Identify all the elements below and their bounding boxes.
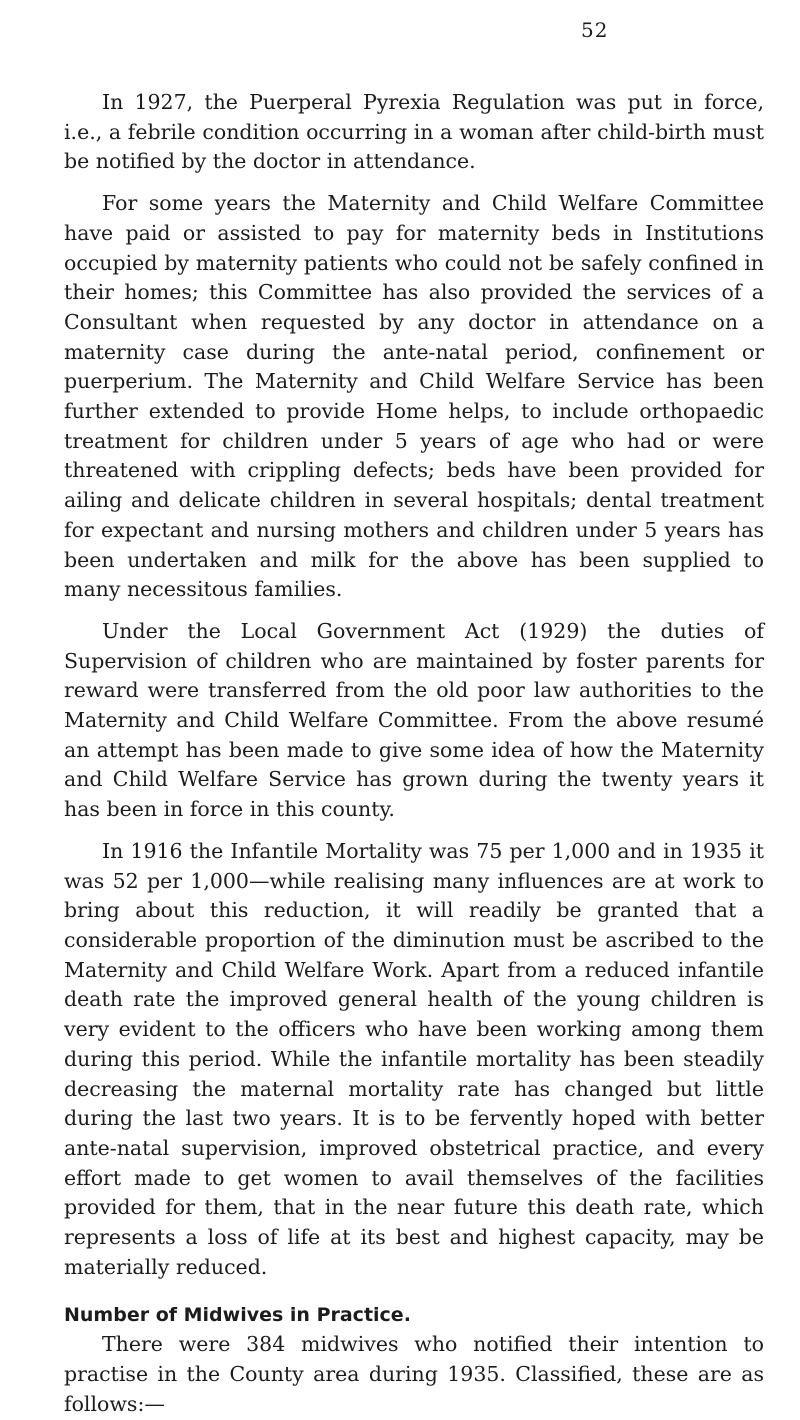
paragraph-puerperal-pyrexia: In 1927, the Puerperal Pyrexia Regulation was put in force, i.e., a febrile condition occurring in a woman after child-birth must be notified by the doctor in attendance. [64, 90, 764, 174]
paragraph-infantile-mortality: In 1916 the Infantile Mortality was 75 per 1,000 and in 1935 it was 52 per 1,000—while realising many influences are at work to bring about this reduction, it will readily be granted that a considerable proportion of the diminution must be ascribed to the Maternity and Child Welfare Work. Apart from a reduced infantile death rate the improved general health of the young children is very evident to the officers who have been working among them during this period. While the infantile mortality has been steadily decreasing the maternal mortality rate has changed but little during the last two years. It is to be fervently hoped with better ante-natal supervision, improved obstetrical practice, and every effort made to get women to avail themselves of the facilities provided for them, that in the near future this death rate, which represents a loss of life at its best and highest capacity, may be materially reduced. [64, 838, 764, 1279]
section-heading-midwives: Number of Midwives in Practice. [64, 1304, 411, 1327]
paragraph-midwives-count: There were 384 midwives who notified their intention to practise in the County area during 1935. Classified, these are as follows:— [64, 1332, 764, 1416]
document-page [64, 0, 764, 1419]
paragraph-local-government-act: Under the Local Government Act (1929) the duties of Supervision of children who are maintained by foster parents for reward were transferred from the old poor law authorities to the Maternity and Child Welfare Committee. From the above resumé an attempt has been made to give some idea of how the Maternity and Child Welfare Service has grown during the twenty years it has been in force in this county. [64, 618, 764, 822]
page-number: 52 [581, 18, 609, 42]
paragraph-maternity-services: For some years the Maternity and Child Welfare Committee have paid or assisted to pay for maternity beds in Institutions occupied by maternity patients who could not be safely confined in their homes; this Committee has also provided the services of a Consultant when requested by any doctor in attendance on a maternity case during the ante-natal period, confinement or puerperium. The Maternity and Child Welfare Service has been further extended to provide Home helps, to include orthopaedic treatment for children under 5 years of age who had or were threatened with crippling defects; beds have been provided for ailing and delicate children in several hospitals; dental treatment for expectant and nursing mothers and children under 5 years has been undertaken and milk for the above has been supplied to many necessitous families. [64, 191, 764, 602]
body-text [64, 88, 764, 1420]
